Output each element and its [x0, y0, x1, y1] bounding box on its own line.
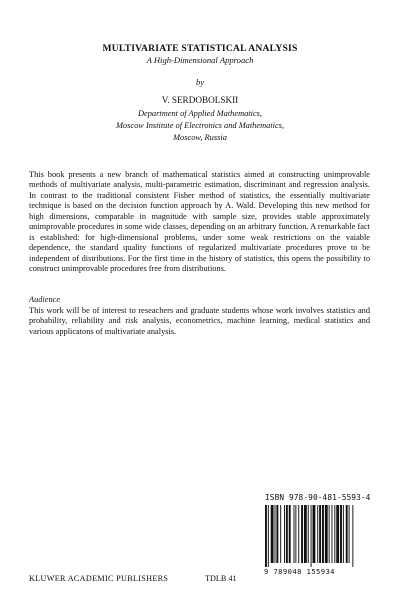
affiliation-department: Department of Applied Mathematics,	[137, 109, 263, 118]
barcode-icon	[264, 505, 376, 567]
audience-text: This work will be of interest to reseachers and graduate students whose work involves statistics and probability, reliability and risk analysis, econometrics, machine learning, medical statistics and various applicatons of multivariate analysis.	[29, 306, 370, 336]
affiliation-institute: Moscow Institute of Electronics and Mathematics,	[115, 121, 285, 130]
author-name: V. SERDOBOLSKII	[161, 95, 239, 105]
barcode-digits: 9 789048 155934	[264, 567, 335, 576]
book-description: This book presents a new branch of mathematical statistics aimed at constructing unimprovable methods of multivariate analysis, multi-parametric estimation, discriminant and regression analysis. In contrast to the traditional consistent Fisher method of statistics, the essentially multivariate technique is based on the decision function approach by A. Wald. Developing this new method for high dimensions, comparable in magnitude with sample size, provides stable approximately unimprovable procedures in some wide classes, depending on an arbitrary function. A remarkable fact is established: for high-dimensional problems, under some weak restrictions on the vaiable dependence, the standard quality functions of regularized multivariate procedures prove to be independent of distributions. For the first time in the history of statistics, this opens the possibility to construct unimprovable procedures free from distributions.	[29, 170, 370, 274]
audience-heading: Audience	[29, 295, 61, 304]
publisher-name: KLUWER ACADEMIC PUBLISHERS	[29, 574, 169, 583]
affiliation-location: Moscow, Russia	[173, 133, 227, 142]
book-subtitle: A High-Dimensional Approach	[146, 55, 254, 65]
book-title: MULTIVARIATE STATISTICAL ANALYSIS	[102, 43, 298, 54]
isbn-label: ISBN 978-90-481-5593-4	[265, 493, 371, 502]
by-label: by	[195, 77, 205, 87]
series-code: TDLB 41	[205, 574, 237, 583]
